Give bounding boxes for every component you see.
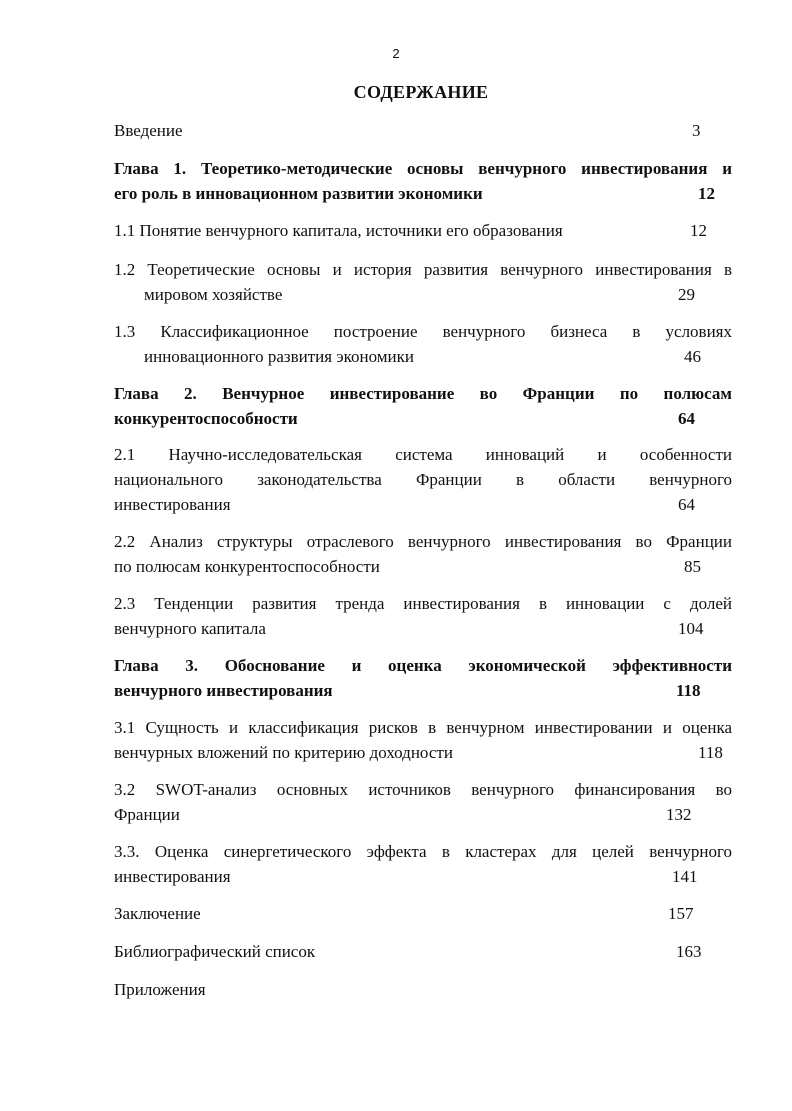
- toc-entry-line: мировом хозяйстве: [144, 285, 283, 304]
- toc-entry-section-2-1: [114, 442, 732, 517]
- toc-entry-line: инвестирования: [114, 867, 231, 886]
- toc-entry-chapter-2: [114, 381, 732, 431]
- toc-entry-line: его роль в инновационном развитии экономики: [114, 184, 483, 203]
- toc-entry-line: Глава 3. Обоснование и оценка экономической эффективности: [114, 656, 732, 675]
- toc-page-number: 64: [678, 495, 695, 514]
- toc-entry-section-1-3: [114, 319, 732, 369]
- toc-page-number: 3: [692, 121, 701, 140]
- toc-page-number: 64: [678, 409, 695, 428]
- page-number: 2: [392, 46, 400, 61]
- toc-entry-line: 2.1 Научно-исследовательская система инноваций и особенности: [114, 445, 732, 464]
- toc-entry-chapter-3: [114, 653, 732, 703]
- toc-page-number: 29: [678, 285, 695, 304]
- toc-entry-section-2-2: [114, 529, 732, 579]
- toc-page-number: 118: [698, 743, 723, 762]
- toc-entry-text: Приложения: [114, 980, 206, 999]
- toc-entry-section-2-3: [114, 591, 732, 641]
- toc-page-number: 118: [676, 681, 701, 700]
- toc-entry-section-1-1: [114, 218, 732, 243]
- toc-page-number: 132: [666, 805, 692, 824]
- toc-entry-appendices: [114, 977, 732, 1002]
- toc-entry-line: венчурных вложений по критерию доходности: [114, 743, 453, 762]
- toc-entry-line: 3.3. Оценка синергетического эффекта в кластерах для целей венчурного: [114, 842, 732, 861]
- toc-entry-line: 3.1 Сущность и классификация рисков в венчурном инвестировании и оценка: [114, 718, 732, 737]
- toc-page-number: 163: [676, 942, 702, 961]
- toc-page-number: 46: [684, 347, 701, 366]
- toc-entry-section-1-2: [114, 257, 732, 307]
- page-title: СОДЕРЖАНИЕ: [353, 82, 489, 102]
- toc-entry-section-3-1: [114, 715, 732, 765]
- toc-entry-line: конкурентоспособности: [114, 409, 298, 428]
- toc-entry-conclusion: [114, 901, 732, 926]
- toc-entry-line: 2.2 Анализ структуры отраслевого венчурного инвестирования во Франции: [114, 532, 732, 551]
- toc-page-number: 104: [678, 619, 704, 638]
- toc-entry-line: Франции: [114, 805, 180, 824]
- toc-entry-section-3-3: [114, 839, 732, 889]
- toc-entry-text: Введение: [114, 121, 183, 140]
- toc-entry-line: по полюсам конкурентоспособности: [114, 557, 380, 576]
- toc-entry-line: инвестирования: [114, 495, 231, 514]
- toc-page-number: 157: [668, 904, 694, 923]
- toc-entry-line: 2.3 Тенденции развития тренда инвестирования в инновации с долей: [114, 594, 732, 613]
- toc-entry-line: Глава 2. Венчурное инвестирование во Франции по полюсам: [114, 384, 732, 403]
- toc-entry-line: национального законодательства Франции в области венчурного: [114, 470, 732, 489]
- toc-entry-line: инновационного развития экономики: [144, 347, 414, 366]
- toc-entry-text: Библиографический список: [114, 942, 316, 961]
- toc-entry-text: Заключение: [114, 904, 201, 923]
- toc-page-number: 141: [672, 867, 698, 886]
- toc-entry-line: венчурного капитала: [114, 619, 266, 638]
- toc-entry-line: 1.2 Теоретические основы и история развития венчурного инвестирования в: [114, 260, 732, 279]
- toc-entry-text: 1.1 Понятие венчурного капитала, источники его образования: [114, 221, 563, 240]
- toc-entry-line: 1.3 Классификационное построение венчурного бизнеса в условиях: [114, 322, 732, 341]
- toc-entry-section-3-2: [114, 777, 732, 827]
- toc-page-number: 12: [698, 184, 715, 203]
- toc-entry-intro: [114, 118, 732, 143]
- toc-entry-line: венчурного инвестирования: [114, 681, 333, 700]
- toc-entry-line: 3.2 SWOT-анализ основных источников венчурного финансирования во: [114, 780, 732, 799]
- toc-entry-bibliography: [114, 939, 732, 964]
- toc-entry-chapter-1: [114, 156, 732, 206]
- toc-page-number: 85: [684, 557, 701, 576]
- toc-page-number: 12: [690, 221, 707, 240]
- toc-entry-line: Глава 1. Теоретико-методические основы венчурного инвестирования и: [114, 159, 732, 178]
